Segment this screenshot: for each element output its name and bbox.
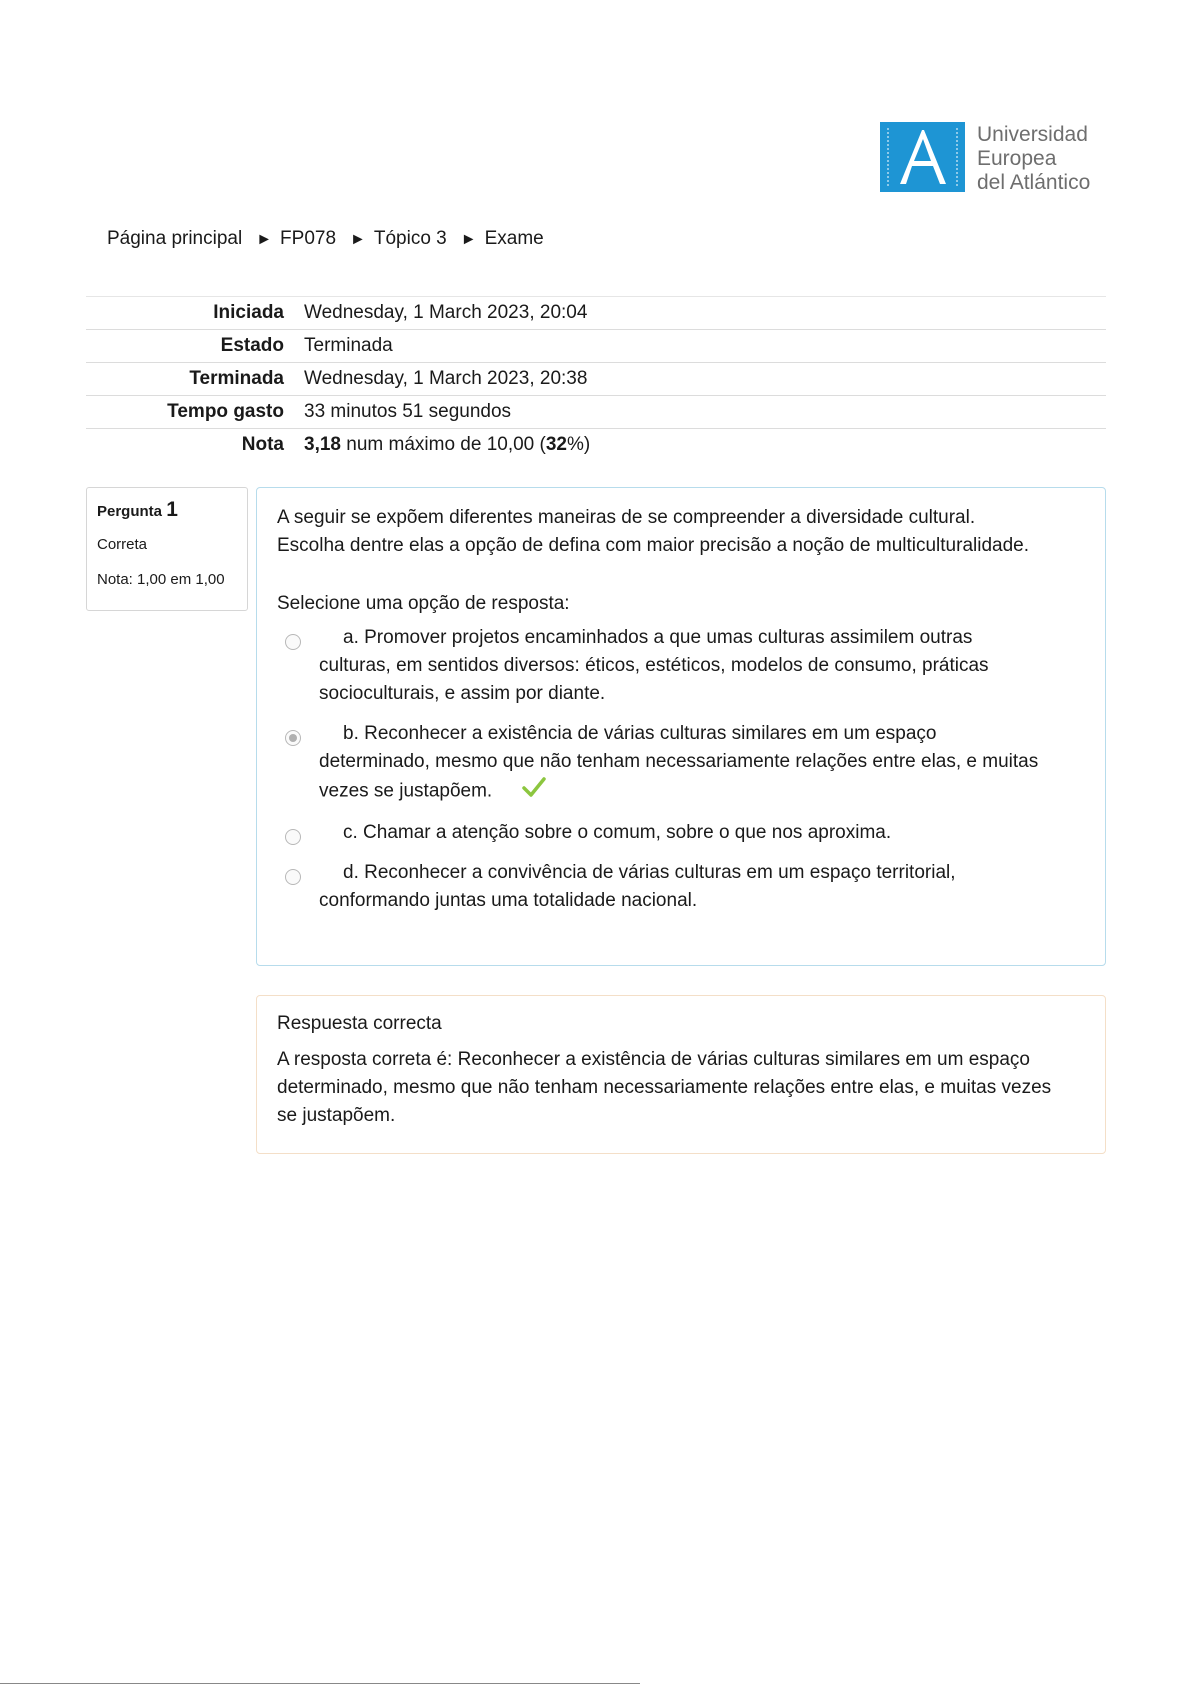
answer-radio-d[interactable] xyxy=(285,869,301,885)
correct-check-icon xyxy=(498,776,546,807)
logo-line-1: Universidad xyxy=(977,123,1088,146)
attempt-summary-table xyxy=(86,296,1106,461)
summary-value: 33 minutos 51 segundos xyxy=(304,401,512,422)
summary-row-started xyxy=(86,297,1106,330)
breadcrumb-separator: ► xyxy=(350,231,366,248)
logo-mark-icon xyxy=(880,122,965,192)
grade-percent-end: %) xyxy=(567,434,591,455)
answer-option-c xyxy=(277,819,1085,847)
question-number-value: 1 xyxy=(166,498,178,521)
answer-text-b xyxy=(319,720,1039,807)
breadcrumb-home[interactable]: Página principal xyxy=(107,228,243,249)
question-content xyxy=(256,487,1106,966)
breadcrumb-exam[interactable]: Exame xyxy=(484,228,544,249)
summary-label: Iniciada xyxy=(213,302,284,323)
answer-text-b-label: b. Reconhecer a existência de várias culturas similares em um espaço determinado, mesmo que não tenham necessariamente relações entre elas, e muitas vezes se justapõem. xyxy=(319,723,1039,802)
feedback-right-answer: A resposta correta é: Reconhecer a existência de várias culturas similares em um espaço determinado, mesmo que não tenham necessariamente relações entre elas, e muitas vezes se justapõem. xyxy=(277,1049,1052,1126)
answer-option-b xyxy=(277,720,1085,807)
question-info-box xyxy=(86,487,248,611)
logo-line-2: Europea xyxy=(977,147,1057,170)
summary-label: Terminada xyxy=(189,368,284,389)
answer-radio-a[interactable] xyxy=(285,634,301,650)
breadcrumb-course[interactable]: FP078 xyxy=(280,228,337,249)
question-state: Correta xyxy=(97,536,148,553)
breadcrumb-topic[interactable]: Tópico 3 xyxy=(373,228,447,249)
footer-divider xyxy=(0,1683,640,1684)
answer-prompt: Selecione uma opção de resposta: xyxy=(277,593,570,614)
summary-value xyxy=(304,434,1106,456)
grade-score: 3,18 xyxy=(304,434,341,455)
breadcrumb-separator: ► xyxy=(460,231,477,248)
answer-radio-b[interactable] xyxy=(285,730,301,746)
summary-row-time xyxy=(86,396,1106,429)
question-label: Pergunta xyxy=(97,503,163,520)
answer-option-d xyxy=(277,859,1085,915)
answer-text-a: a. Promover projetos encaminhados a que umas culturas assimilem outras culturas, em sentidos diversos: éticos, estéticos, modelos de consumo, práticas socioculturais, e assim por diante. xyxy=(319,627,989,704)
answer-text-d: d. Reconhecer a convivência de várias culturas em um espaço territorial, conformando juntas uma totalidade nacional. xyxy=(319,862,956,911)
summary-value: Wednesday, 1 March 2023, 20:04 xyxy=(304,302,588,323)
summary-value: Terminada xyxy=(304,335,393,356)
logo-line-3: del Atlántico xyxy=(977,171,1091,194)
answer-text-c: c. Chamar a atenção sobre o comum, sobre o que nos aproxima. xyxy=(343,822,892,843)
feedback-status: Respuesta correcta xyxy=(277,1013,442,1034)
answer-radio-c[interactable] xyxy=(285,829,301,845)
question-grade: Nota: 1,00 em 1,00 xyxy=(97,571,225,588)
grade-max-text: num máximo de 10,00 ( xyxy=(340,434,546,455)
breadcrumb-separator: ► xyxy=(256,231,273,248)
university-logo xyxy=(880,122,1090,192)
summary-row-grade xyxy=(86,429,1106,461)
summary-label: Tempo gasto xyxy=(167,401,284,422)
summary-label: Nota xyxy=(241,434,284,455)
summary-row-finished xyxy=(86,363,1106,396)
answer-option-a xyxy=(277,624,1085,708)
answer-list xyxy=(277,624,1085,915)
feedback-box xyxy=(256,995,1106,1154)
question-number xyxy=(97,498,237,522)
summary-value: Wednesday, 1 March 2023, 20:38 xyxy=(304,368,588,389)
summary-label: Estado xyxy=(220,335,284,356)
breadcrumb xyxy=(107,228,544,250)
question-text: A seguir se expõem diferentes maneiras de se compreender a diversidade cultural. Escolha dentre elas a opção de defina com maior precisão a noção de multiculturalidade. xyxy=(277,507,1030,556)
grade-percent: 32 xyxy=(545,434,567,455)
summary-row-state xyxy=(86,330,1106,363)
logo-wordmark xyxy=(977,123,1090,195)
